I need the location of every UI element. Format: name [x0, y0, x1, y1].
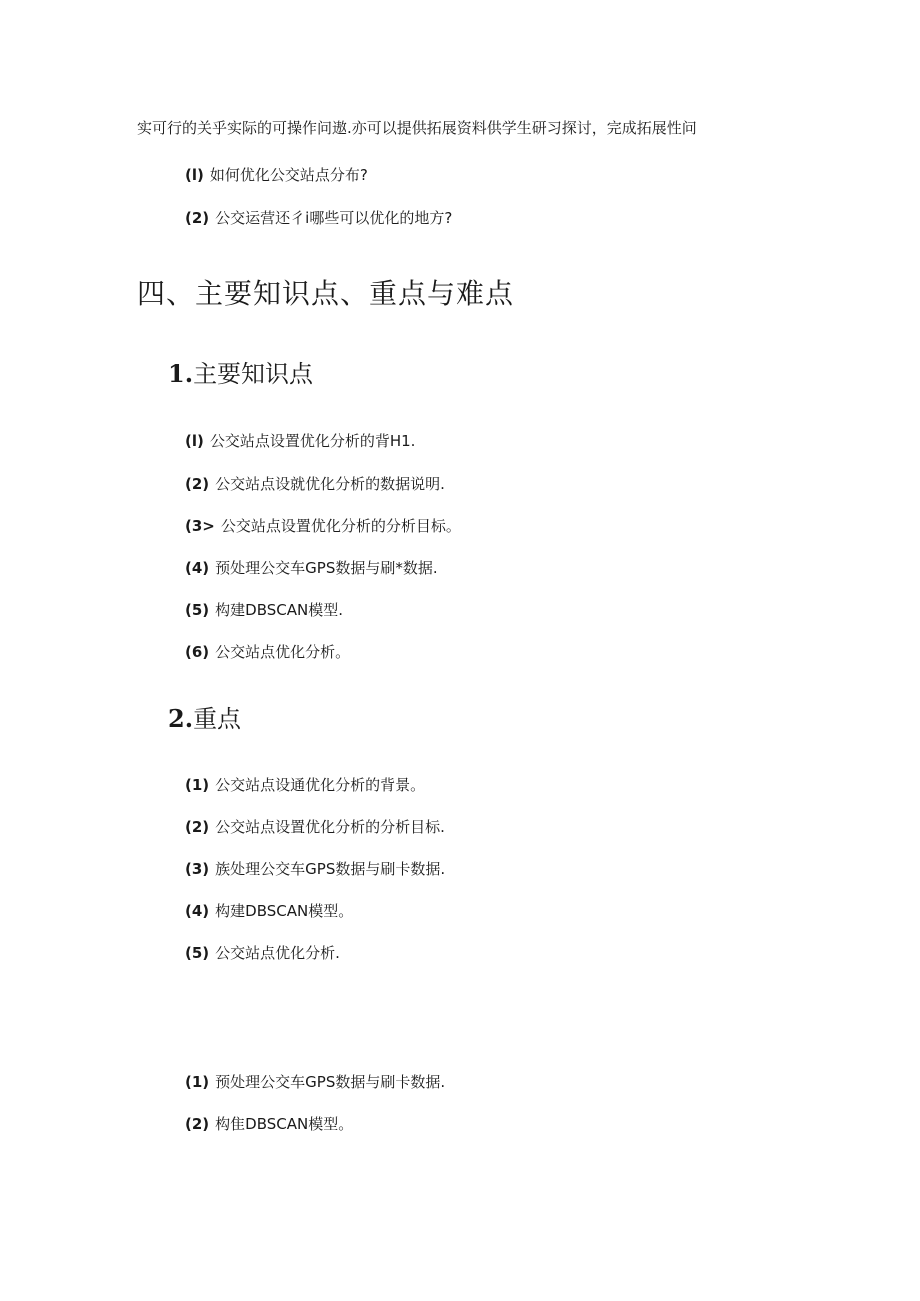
question-item: [185, 165, 368, 185]
item-number: (l): [185, 166, 204, 184]
section-heading: 四、主要知识点、重点与难点: [137, 277, 515, 310]
intro-paragraph: 实可行的关乎实际的可操作问遨.亦可以提供拓展资料供学生研习探讨，完成拓展性问: [137, 119, 697, 137]
knowledge-point-item: [185, 558, 438, 578]
item-number: (2): [185, 475, 210, 493]
item-text: 公交站点设置优化分析的分析目标。: [220, 517, 461, 535]
item-text: 公交站点设通优化分析的背景。: [215, 776, 426, 794]
item-number: (2): [185, 818, 210, 836]
subsection-heading-key: [168, 703, 241, 735]
knowledge-point-item: [185, 600, 343, 620]
item-text: 公交运营还彳i哪些可以优化的地方?: [215, 209, 453, 227]
knowledge-point-item: [185, 516, 461, 536]
item-number: (3>: [185, 517, 215, 535]
subsection-title: 重点: [193, 705, 242, 733]
item-text: 公交站点优化分析.: [215, 944, 340, 962]
item-text: 公交站点设置优化分析的分析目标.: [215, 818, 445, 836]
item-text: 构隹DBSCAN模型。: [215, 1115, 354, 1133]
item-number: (5): [185, 944, 210, 962]
subsection-number: 2.: [168, 704, 194, 733]
subsection-heading-knowledge: [168, 358, 313, 390]
question-item: [185, 208, 452, 228]
item-number: (4): [185, 902, 210, 920]
item-number: (5): [185, 601, 210, 619]
key-point-item: [185, 775, 425, 795]
item-text: 构建DBSCAN模型.: [215, 601, 343, 619]
item-number: (l): [185, 432, 204, 450]
knowledge-point-item: [185, 474, 445, 494]
item-number: (4): [185, 559, 210, 577]
knowledge-point-item: [185, 642, 350, 662]
item-number: (1): [185, 1073, 210, 1091]
item-number: (2): [185, 209, 210, 227]
item-text: 公交站点设就优化分析的数据说明.: [215, 475, 445, 493]
item-number: (6): [185, 643, 210, 661]
item-text: 预处理公交车GPS数据与刷卡数据.: [215, 1073, 446, 1091]
item-text: 预处理公交车GPS数据与刷*数据.: [215, 559, 438, 577]
item-number: (3): [185, 860, 210, 878]
item-number: (2): [185, 1115, 210, 1133]
key-point-item: [185, 901, 353, 921]
item-text: 构建DBSCAN模型。: [215, 902, 354, 920]
subsection-title: 主要知识点: [193, 360, 314, 388]
difficult-point-item: [185, 1072, 445, 1092]
key-point-item: [185, 817, 445, 837]
difficult-point-item: [185, 1114, 353, 1134]
key-point-item: [185, 943, 340, 963]
knowledge-point-item: [185, 431, 415, 451]
item-text: 公交站点设置优化分析的背H1.: [209, 432, 416, 450]
item-text: 如何优化公交站点分布?: [209, 166, 368, 184]
item-text: 公交站点优化分析。: [215, 643, 351, 661]
item-number: (1): [185, 776, 210, 794]
item-text: 族处理公交车GPS数据与刷卡数据.: [215, 860, 446, 878]
key-point-item: [185, 859, 445, 879]
subsection-number: 1.: [168, 359, 194, 388]
